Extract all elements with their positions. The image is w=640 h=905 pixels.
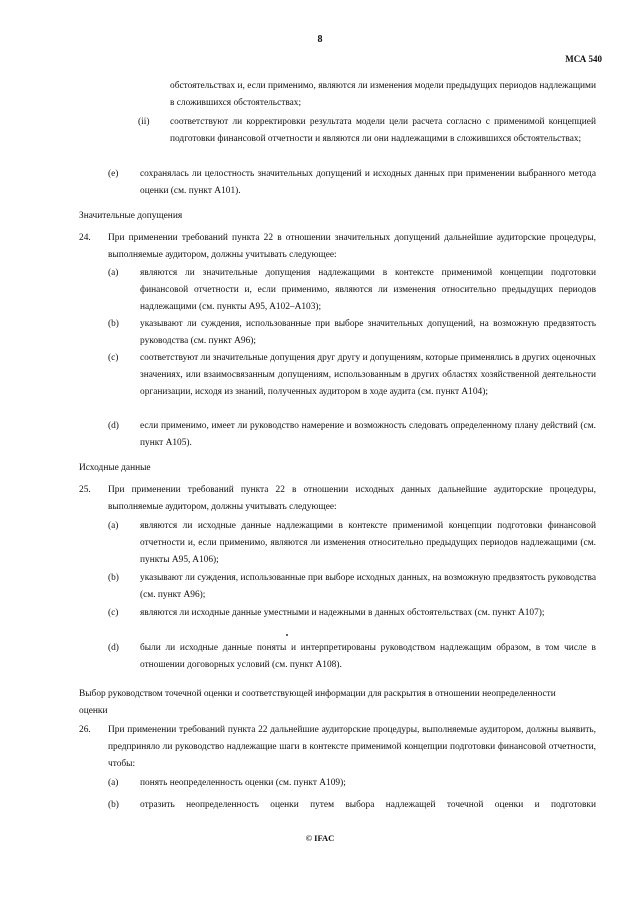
scan-speck (286, 634, 288, 636)
paragraph-number: 24. (79, 233, 91, 243)
item-text: соответствуют ли значительные допущения друг другу и допущениям, которые применялись в других оценочных значениях, или взаимосвязанным допущениям, использованным в других областях хозяйственной деятельности организации, исходя из знаний, полученных аудитором в ходе аудита (см. пункт A104); (140, 353, 596, 397)
section-heading: Исходные данные (79, 463, 151, 473)
item-text: если применимо, имеет ли руководство намерение и возможность следовать определенному плану действий (см. пункт A105). (140, 421, 596, 448)
item-text: понять неопределенность оценки (см. пункт A109); (140, 778, 346, 788)
paragraph-intro: При применении требований пункта 22 в отношении значительных допущений дальнейшие аудиторские процедуры, выполняемые аудитором, должны учитывать следующее: (108, 233, 596, 260)
section-heading: Выбор руководством точечной оценки и соответствующей информации для раскрытия в отношении неопределенности оценки (79, 689, 556, 716)
item-text: являются ли исходные данные надлежащими в контексте применимой концепции подготовки финансовой отчетности и, если применимо, являются ли изменения относительно предыдущих периодов надлежащими (см. пункты A95, A106); (140, 521, 596, 565)
item-text: отразить неопределенность оценки путем выбора надлежащей точечной оценки и подготовки (140, 800, 596, 810)
item-label: (c) (108, 353, 119, 363)
item-label: (a) (108, 268, 119, 278)
item-text: являются ли значительные допущения надлежащими в контексте применимой концепции подготовки финансовой отчетности и, если применимо, являются ли изменения относительно предыдущих периодов надлежащими (см. пункты A95, A102–A103); (140, 268, 596, 312)
item-label: (d) (108, 643, 119, 653)
paragraph-intro: При применении требований пункта 22 в отношении исходных данных дальнейшие аудиторские процедуры, выполняемые аудитором, должны учитывать следующее: (108, 485, 596, 512)
item-label: (a) (108, 521, 119, 531)
continued-text: обстоятельствах и, если применимо, являются ли изменения модели предыдущих периодов надлежащими в сложившихся обстоятельствах; (170, 81, 596, 108)
section-heading: Значительные допущения (79, 211, 183, 221)
doc-code: МСА 540 (565, 54, 602, 64)
subitem-label: (ii) (138, 117, 150, 127)
item-label: (d) (108, 421, 119, 431)
item-text: были ли исходные данные поняты и интерпретированы руководством надлежащим образом, в том числе в отношении договорных условий (см. пункт A108). (140, 643, 596, 670)
subitem-text: соответствуют ли корректировки результата модели цели расчета согласно с применимой концепцией подготовки финансовой отчетности и являются ли они надлежащими в сложившихся обстоятельствах; (170, 117, 596, 144)
footer-copyright: © IFAC (305, 833, 335, 843)
item-text: сохранялась ли целостность значительных допущений и исходных данных при применении выбранного метода оценки (см. пункт A101). (140, 169, 596, 196)
page-number: 8 (317, 34, 323, 45)
item-text: являются ли исходные данные уместными и надежными в данных обстоятельствах (см. пункт A107); (140, 608, 545, 618)
paragraph-intro: При применении требований пункта 22 дальнейшие аудиторские процедуры, выполняемые аудитором, должны выявить, предприняло ли руководство надлежащие шаги в контексте применимой концепции подготовки финансовой отчетности, чтобы: (108, 725, 596, 769)
item-label: (a) (108, 778, 119, 788)
paragraph-number: 26. (79, 725, 91, 735)
item-label: (e) (108, 169, 119, 179)
item-text: указывают ли суждения, использованные при выборе исходных данных, на возможную предвзятость руководства (см. пункт A96); (140, 573, 596, 600)
item-label: (c) (108, 608, 119, 618)
item-label: (b) (108, 319, 119, 329)
paragraph-number: 25. (79, 485, 91, 495)
item-label: (b) (108, 573, 119, 583)
item-text: указывают ли суждения, использованные при выборе значительных допущений, на возможную предвзятость руководства (см. пункт A96); (140, 319, 596, 346)
item-label: (b) (108, 800, 119, 810)
